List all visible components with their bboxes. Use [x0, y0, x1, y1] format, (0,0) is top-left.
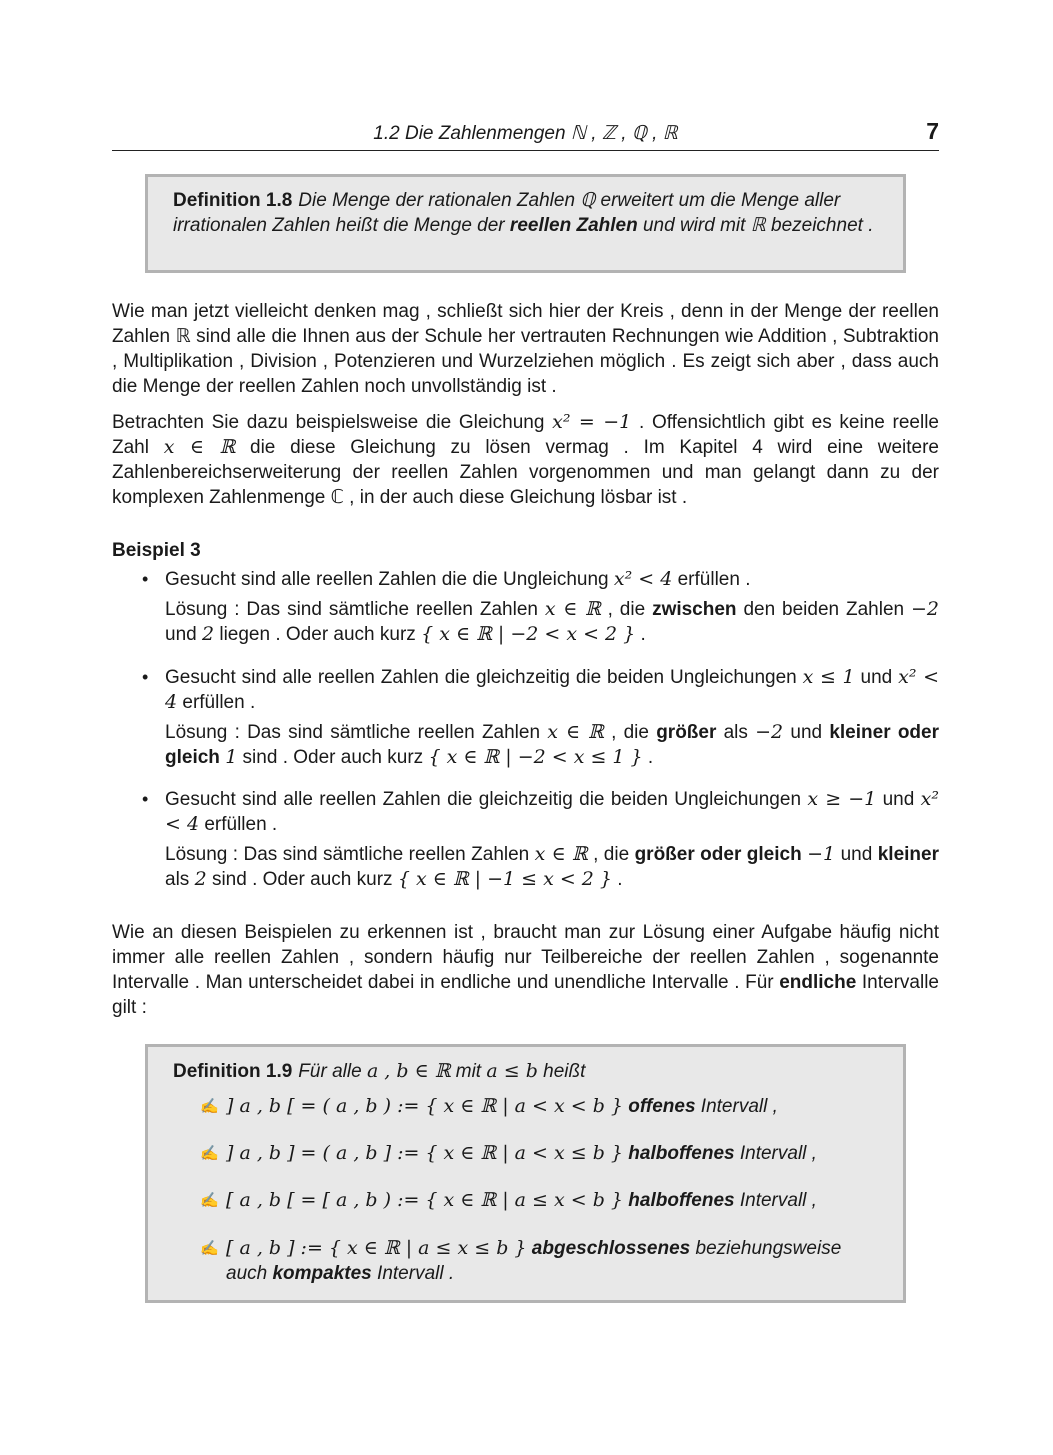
text-span: Lösung : Das sind sämtliche reellen Zahlen: [165, 844, 535, 865]
text-span: Gesucht sind alle reellen Zahlen die gleichzeitig die beiden Ungleichungen: [165, 789, 808, 810]
definition-1-9-box: [145, 1044, 906, 1303]
equation: 2: [194, 868, 207, 890]
list-item: [142, 665, 939, 770]
equation: −2: [755, 721, 784, 743]
equation: x ∈ ℝ: [163, 436, 236, 458]
text-span: und: [854, 667, 899, 688]
text-span: , die: [587, 844, 635, 865]
text-span: .: [642, 747, 654, 768]
interval-formula: ] a , b [ = ( a , b ) := { x ∈ ℝ | a < x < b }: [226, 1095, 624, 1117]
text-span: erfüllen .: [199, 814, 278, 835]
bullet-icon: •: [142, 789, 149, 809]
interval-type: halboffenes: [628, 1190, 735, 1211]
text-span: , die: [603, 722, 657, 743]
interval-formula: [ a , b [ = [ a , b ) := { x ∈ ℝ | a ≤ x < b }: [226, 1189, 624, 1211]
list-item: [142, 787, 939, 892]
bold-term: zwischen: [652, 599, 737, 620]
equation: x² < 4: [165, 666, 940, 713]
text-span: als: [165, 869, 195, 890]
text-span: und: [835, 844, 878, 865]
text-span: Betrachten Sie dazu beispielsweise die Gleichung: [112, 412, 553, 433]
text-span: Intervalle gilt :: [112, 972, 939, 1018]
text-span: und: [783, 722, 830, 743]
equation: x² = −1: [552, 411, 632, 433]
definition-label: Definition 1.8: [173, 190, 293, 211]
text-span: sind . Oder auch kurz: [237, 747, 429, 768]
writing-hand-icon: ✍: [200, 1240, 219, 1257]
text-span: erfüllen .: [177, 692, 256, 713]
interval-type: abgeschlossenes: [531, 1238, 691, 1259]
equation: x ∈ ℝ: [547, 721, 604, 743]
interval-formula: [ a , b ] := { x ∈ ℝ | a ≤ x ≤ b }: [226, 1237, 527, 1259]
text-span: den beiden Zahlen: [736, 599, 911, 620]
interval-type: kompaktes: [272, 1263, 372, 1284]
text-span: Lösung : Das sind sämtliche reellen Zahlen: [165, 722, 548, 743]
text-span: Für alle: [298, 1061, 367, 1082]
equation: x ≥ −1: [807, 788, 877, 810]
definition-text-end: und wird mit ℝ bezeichnet .: [637, 215, 874, 236]
item-question: [165, 567, 939, 592]
text-span: beziehungsweise auch: [226, 1238, 842, 1284]
equation: x ∈ ℝ: [544, 598, 601, 620]
interval-type: halboffenes: [628, 1143, 735, 1164]
definition-text: Die Menge der rationalen Zahlen ℚ erweitert um die Menge aller irrationalen Zahlen heißt die Menge der: [173, 190, 841, 236]
set-notation: { x ∈ ℝ | −2 < x ≤ 1 }: [428, 746, 643, 768]
item-solution: [165, 597, 939, 647]
text-span: und: [876, 789, 921, 810]
equation: −2: [910, 598, 939, 620]
list-item: [142, 567, 939, 647]
text-span: Wie an diesen Beispielen zu erkennen ist , braucht man zur Lösung einer Aufgabe häufig nicht immer alle reellen Zahlen , sondern häufig nur Teilbereiche der reellen Zahlen , sogenannte Intervalle . Man unterscheidet dabei in endliche und unendliche Intervalle . Für: [112, 922, 939, 993]
text-span: die diese Gleichung zu lösen vermag . Im Kapitel 4 wird eine weitere Zahlenbereichserweiterung der reellen Zahlen vorgenommen und man gelangt dann zu der komplexen Zahlenmenge ℂ , in der auch diese Gleichung lösbar ist .: [112, 437, 939, 508]
bullet-icon: •: [142, 569, 149, 589]
equation: x² < 4: [613, 568, 673, 590]
bold-term: kleiner oder gleich: [165, 722, 939, 768]
text-span: .: [612, 869, 623, 890]
definition-1-8-box: [145, 174, 906, 273]
item-solution: [165, 842, 939, 892]
definition-label: Definition 1.9: [173, 1061, 293, 1082]
text-span: Gesucht sind alle reellen Zahlen die die Ungleichung: [165, 569, 614, 590]
definition-header: [173, 1059, 879, 1084]
item-question: [165, 787, 939, 837]
text-span: Intervall ,: [734, 1143, 817, 1164]
page-number: 7: [926, 118, 939, 144]
text-span: liegen . Oder auch kurz: [214, 624, 422, 645]
interval-definition: [200, 1094, 879, 1119]
example-heading: Beispiel 3: [112, 540, 201, 561]
bold-term: größer oder gleich: [634, 844, 802, 865]
equation: x ∈ ℝ: [534, 843, 588, 865]
writing-hand-icon: ✍: [200, 1192, 219, 1209]
bold-term: kleiner: [877, 844, 939, 865]
set-notation: { x ∈ ℝ | −2 < x < 2 }: [421, 623, 636, 645]
equation: −1: [807, 843, 836, 865]
text-span: heißt: [537, 1061, 586, 1082]
bold-term: größer: [656, 722, 717, 743]
paragraph-3: [112, 920, 939, 1020]
text-span: Intervall ,: [734, 1190, 817, 1211]
equation: 2: [201, 623, 215, 645]
text-span: .: [635, 624, 646, 645]
paragraph-1: Wie man jetzt vielleicht denken mag , schließt sich hier der Kreis , denn in der Menge der reellen Zahlen ℝ sind alle die Ihnen aus der Schule her vertrauten Rechnungen wie Addition , Subtraktion , Multiplikation , Division , Potenzieren und Wurzelziehen möglich . Es zeigt sich aber , dass auch die Menge der reellen Zahlen noch unvollständig ist .: [112, 301, 939, 397]
text-span: erfüllen .: [672, 569, 751, 590]
equation: x ≤ 1: [802, 666, 855, 688]
equation: a ≤ b: [486, 1060, 538, 1082]
text-span: Lösung : Das sind sämtliche reellen Zahlen: [165, 599, 545, 620]
text-span: , die: [600, 599, 653, 620]
text-span: . Offensichtlich gibt es keine reelle Zahl: [112, 412, 939, 458]
equation: 1: [225, 746, 238, 768]
paragraph-2: [112, 410, 939, 510]
writing-hand-icon: ✍: [200, 1145, 219, 1162]
interval-type: offenes: [628, 1096, 696, 1117]
section-title: 1.2 Die Zahlenmengen ℕ , ℤ , ℚ , ℝ: [373, 123, 678, 144]
writing-hand-icon: ✍: [200, 1098, 219, 1115]
text-span: sind . Oder auch kurz: [206, 869, 398, 890]
page-header: [112, 118, 939, 151]
interval-definition: [200, 1188, 879, 1213]
set-notation: { x ∈ ℝ | −1 ≤ x < 2 }: [397, 868, 613, 890]
bullet-icon: •: [142, 667, 149, 687]
item-solution: [165, 720, 939, 770]
equation: x² < 4: [165, 788, 939, 835]
text-span: Intervall .: [371, 1263, 455, 1284]
text-span: als: [716, 722, 756, 743]
text-span: und: [165, 624, 202, 645]
bold-term: endliche: [779, 972, 857, 993]
interval-formula: ] a , b ] = ( a , b ] := { x ∈ ℝ | a < x ≤ b }: [226, 1142, 624, 1164]
item-question: [165, 665, 939, 715]
equation: a , b ∈ ℝ: [366, 1060, 451, 1082]
text-span: Gesucht sind alle reellen Zahlen die gleichzeitig die beiden Ungleichungen: [165, 667, 803, 688]
text-span: mit: [450, 1061, 487, 1082]
interval-definition: [200, 1141, 879, 1166]
definition-term: reellen Zahlen: [509, 215, 638, 236]
interval-definition: [200, 1236, 879, 1286]
text-span: Intervall ,: [695, 1096, 778, 1117]
